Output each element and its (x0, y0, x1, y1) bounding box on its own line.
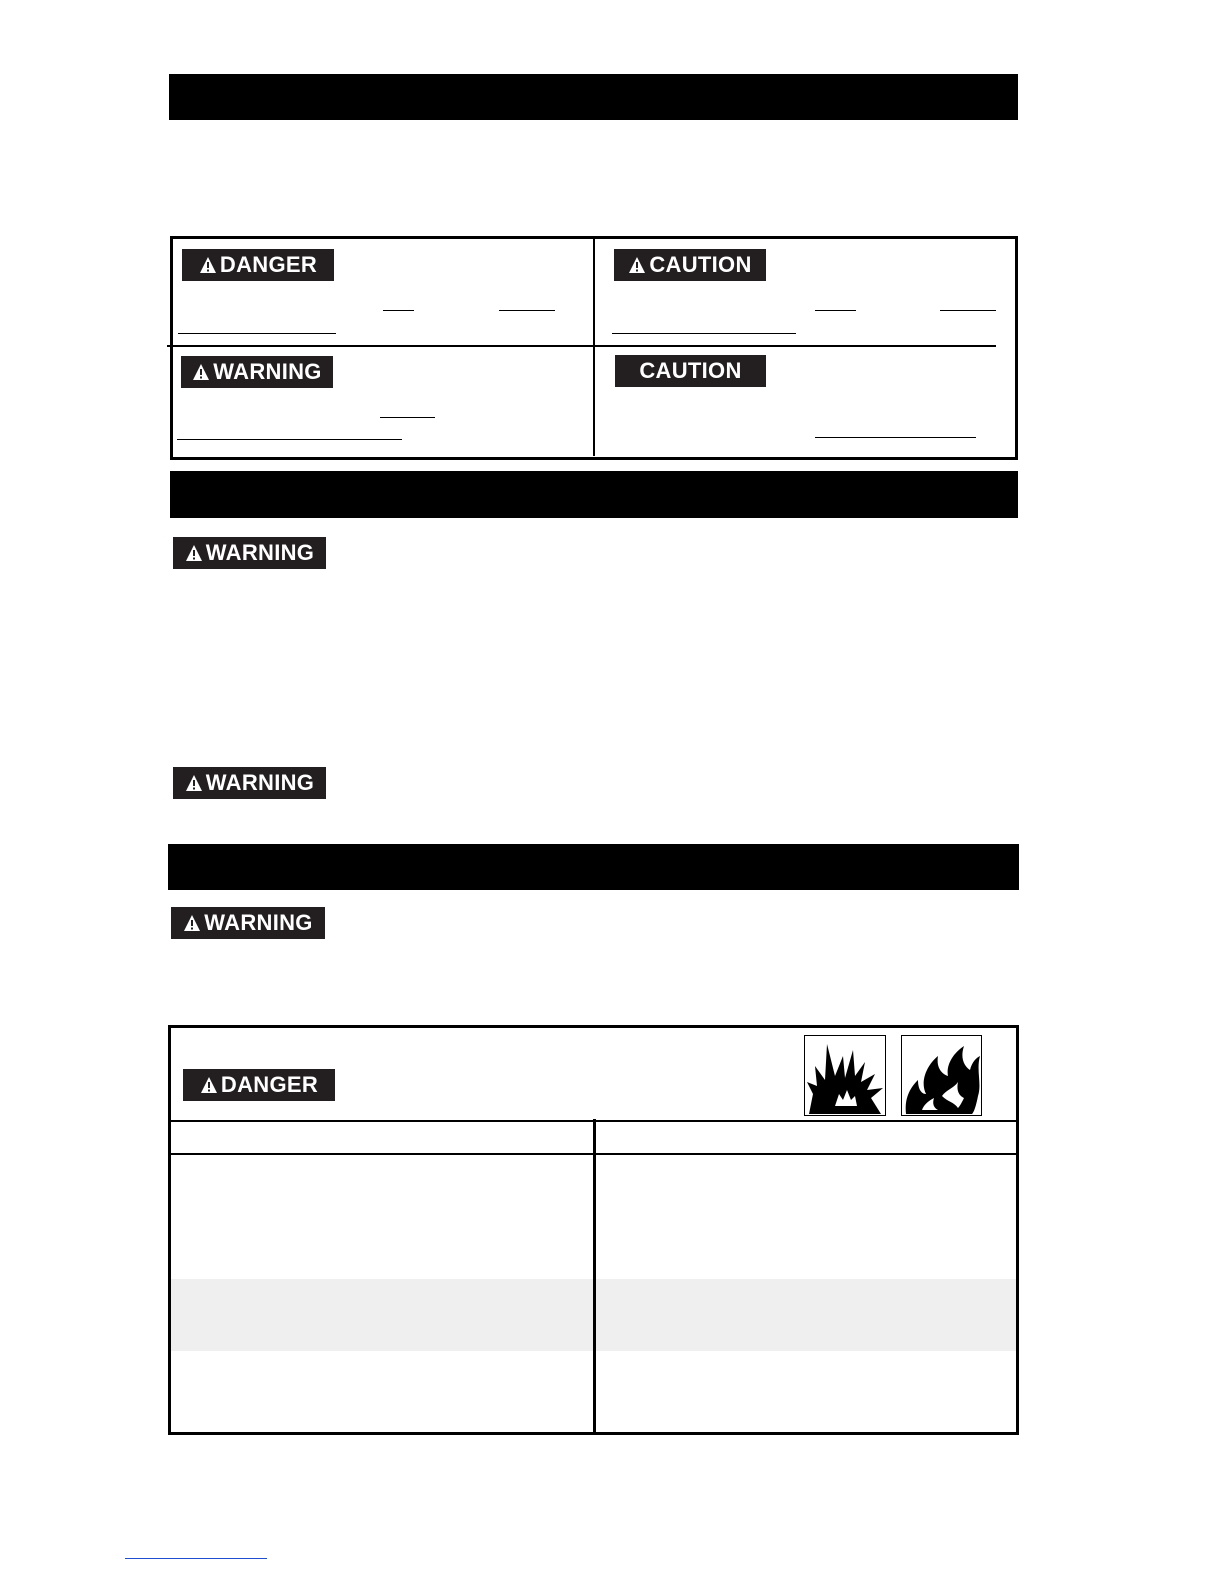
danger-definition-underline-1 (383, 310, 414, 311)
caution-definition-underline-3 (612, 333, 796, 334)
warning-label-section-2-second (173, 767, 326, 799)
alert-triangle-icon (185, 544, 203, 562)
hazard-table-column-divider (593, 1119, 596, 1433)
explosion-hazard-icon (804, 1035, 886, 1116)
definitions-box-divider-horizontal (167, 345, 996, 347)
alert-triangle-icon (192, 363, 210, 381)
danger-label-text: DANGER (219, 252, 318, 277)
caution-definition-underline-1 (815, 310, 856, 311)
warning-definition-underline-1 (380, 417, 435, 418)
warning-label-text: WARNING (205, 540, 315, 565)
danger-label-text: DANGER (220, 1072, 319, 1097)
warning-label-text: WARNING (213, 359, 322, 384)
section-header-bar-2 (170, 471, 1018, 518)
section-header-bar-3 (168, 844, 1019, 890)
danger-definition-underline-3 (178, 333, 336, 334)
caution-no-symbol-definition-underline (815, 437, 976, 438)
alert-triangle-icon (199, 256, 217, 274)
danger-label-hazard-table (183, 1069, 335, 1101)
alert-triangle-icon (183, 914, 201, 932)
warning-label-definition (181, 356, 333, 388)
section-header-bar-1 (169, 74, 1018, 120)
caution-definition-underline-2 (940, 310, 996, 311)
warning-label-section-3 (171, 907, 325, 939)
fire-hazard-icon (901, 1035, 982, 1116)
caution-label-text: CAUTION (639, 358, 742, 383)
danger-label-definition (182, 249, 334, 281)
definitions-box-divider-vertical (593, 238, 595, 456)
caution-label-text: CAUTION (649, 252, 752, 277)
alert-triangle-icon (628, 256, 646, 274)
danger-definition-underline-2 (499, 310, 555, 311)
caution-label-definition (614, 249, 766, 281)
caution-label-no-symbol-definition (615, 355, 766, 387)
warning-label-section-2-first (173, 537, 326, 569)
warning-label-text: WARNING (204, 910, 313, 935)
warning-definition-underline-2 (177, 439, 402, 440)
warning-label-text: WARNING (205, 770, 315, 795)
footer-link-underline (125, 1558, 267, 1559)
alert-triangle-icon (185, 774, 203, 792)
alert-triangle-icon (200, 1076, 218, 1094)
